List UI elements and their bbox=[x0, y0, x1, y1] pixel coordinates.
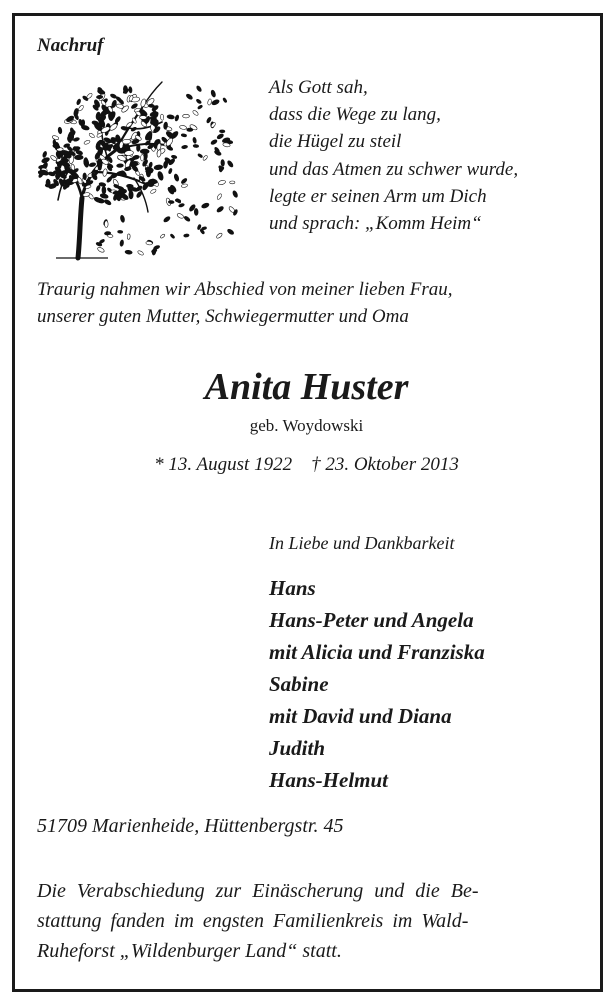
family-member: mit Alicia und Franziska bbox=[269, 640, 485, 664]
poem-line: die Hügel zu steil bbox=[269, 131, 402, 153]
service-line: Die Verabschiedung zur Einäscherung und die Be- bbox=[37, 880, 479, 902]
notice-heading: Nachruf bbox=[37, 35, 104, 56]
family-member: Hans-Helmut bbox=[269, 768, 389, 792]
poem-line: Als Gott sah, bbox=[269, 77, 368, 98]
family-list bbox=[269, 572, 485, 796]
family-member: Hans-Peter und Angela bbox=[269, 608, 474, 632]
poem-line: dass die Wege zu lang, bbox=[269, 104, 441, 126]
address: 51709 Marienheide, Hüttenbergstr. 45 bbox=[37, 815, 344, 837]
family-member: mit David und Diana bbox=[269, 704, 452, 728]
maiden-name: geb. Woydowski bbox=[249, 416, 364, 435]
deceased-name: Anita Huster bbox=[204, 366, 409, 408]
service-line: Ruheforst „Wildenburger Land“ statt. bbox=[37, 940, 342, 962]
thanks-line: In Liebe und Dankbarkeit bbox=[269, 533, 455, 553]
service-note bbox=[37, 876, 574, 966]
intro-line: unserer guten Mutter, Schwiegermutter und Oma bbox=[37, 306, 409, 327]
poem-line: und sprach: „Komm Heim“ bbox=[269, 213, 482, 235]
windblown-tree-icon bbox=[38, 68, 238, 264]
intro-line: Traurig nahmen wir Abschied von meiner lieben Frau, bbox=[37, 279, 453, 300]
service-line: stattung fanden im engsten Familienkreis im Wald- bbox=[37, 910, 469, 932]
intro-text bbox=[37, 276, 453, 330]
family-member: Hans bbox=[269, 576, 316, 600]
poem-line: legte er seinen Arm um Dich bbox=[269, 185, 487, 207]
family-member: Judith bbox=[269, 736, 326, 760]
poem-line: und das Atmen zu schwer wurde, bbox=[269, 158, 519, 180]
life-dates: * 13. August 1922 † 23. Oktober 2013 bbox=[154, 454, 459, 475]
family-member: Sabine bbox=[269, 672, 329, 696]
poem bbox=[269, 74, 518, 237]
